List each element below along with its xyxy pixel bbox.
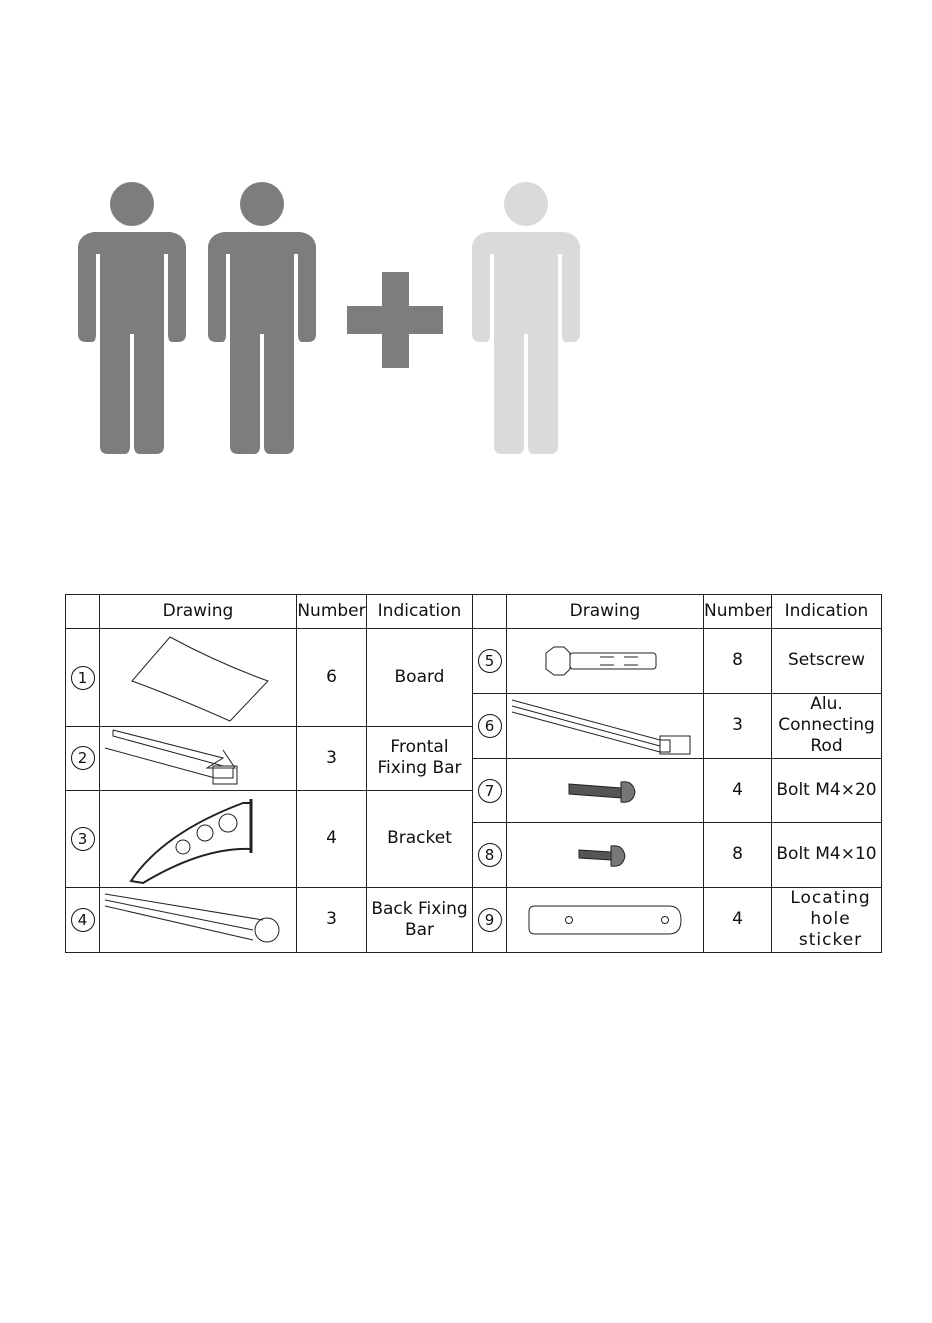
part-indication: Back Fixing Bar [367,887,473,952]
bolt-m4x20-drawing [507,758,704,822]
part-index: 5 [473,629,507,693]
part-indication: Alu. Connecting Rod [772,693,882,758]
board-drawing [100,629,297,727]
table-row [66,629,882,693]
header-number: Number [704,595,772,629]
part-index: 3 [66,791,100,888]
part-number: 8 [704,823,772,887]
part-number: 4 [704,758,772,822]
part-number: 4 [704,887,772,952]
back-fixing-bar-drawing [100,887,297,952]
part-indication: Bracket [367,791,473,888]
header-indication: Indication [772,595,882,629]
header-number: Number [297,595,367,629]
connecting-rod-drawing [507,693,704,758]
person-icon-light [472,182,580,454]
header-drawing: Drawing [507,595,704,629]
table-header-row [66,595,882,629]
part-number: 6 [297,629,367,727]
people-required-graphic [0,0,932,520]
person-icon [78,182,186,454]
parts-table [65,594,882,953]
part-number: 3 [704,693,772,758]
header-empty [66,595,100,629]
part-index: 2 [66,726,100,790]
frontal-fixing-bar-drawing [100,726,297,790]
setscrew-drawing [507,629,704,693]
sticker-drawing [507,887,704,952]
part-indication: Locating hole sticker [772,887,882,952]
header-indication: Indication [367,595,473,629]
part-indication: Frontal Fixing Bar [367,726,473,790]
part-number: 3 [297,887,367,952]
header-empty [473,595,507,629]
part-indication: Board [367,629,473,727]
part-index: 9 [473,887,507,952]
person-icon [208,182,316,454]
part-index: 7 [473,758,507,822]
part-index: 4 [66,887,100,952]
part-index: 1 [66,629,100,727]
table-row [66,887,882,952]
part-number: 8 [704,629,772,693]
part-indication: Setscrew [772,629,882,693]
plus-icon [347,272,443,368]
bolt-m4x10-drawing [507,823,704,887]
part-index: 8 [473,823,507,887]
part-number: 4 [297,791,367,888]
part-number: 3 [297,726,367,790]
header-drawing: Drawing [100,595,297,629]
bracket-drawing [100,791,297,888]
part-indication: Bolt M4×10 [772,823,882,887]
part-index: 6 [473,693,507,758]
part-indication: Bolt M4×20 [772,758,882,822]
